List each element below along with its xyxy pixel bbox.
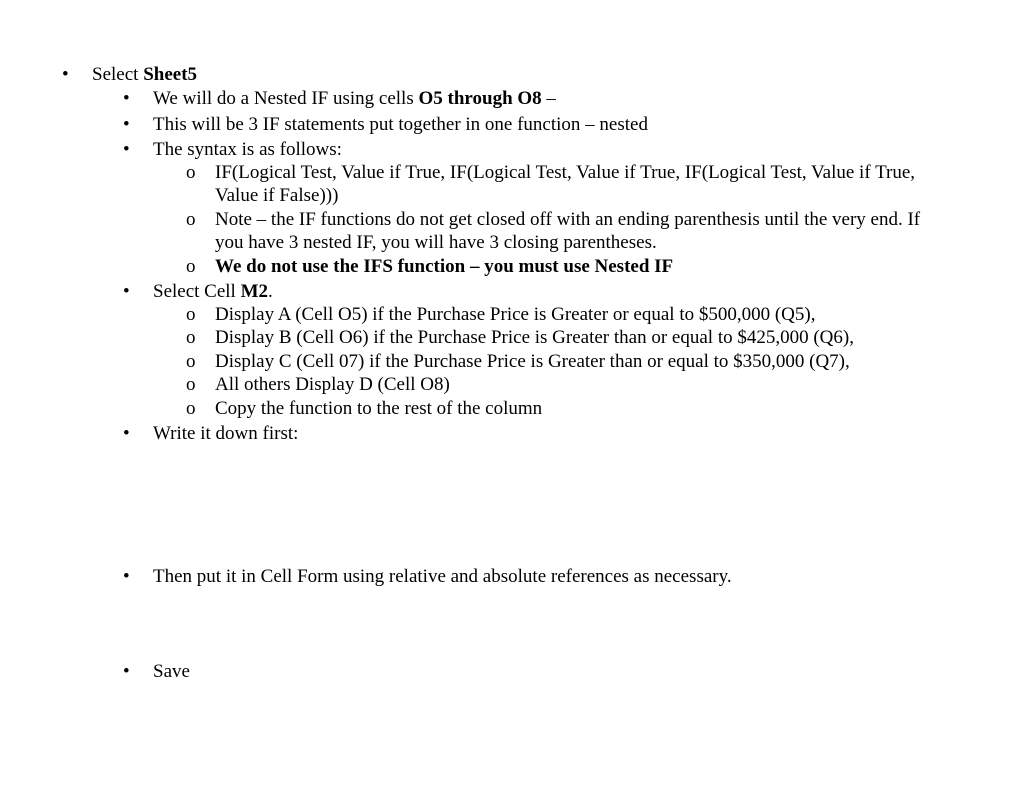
display-a-item: Display A (Cell O5) if the Purchase Price is Greater or equal to $500,000 (Q5),	[215, 304, 816, 325]
three-if-item: This will be 3 IF statements put together in one function – nested	[153, 114, 648, 135]
bullet-icon	[123, 88, 130, 110]
select-cell-item: Select Cell M2.	[153, 281, 273, 302]
cell-form-item: Then put it in Cell Form using relative and absolute references as necessary.	[153, 566, 732, 587]
circle-bullet-icon	[186, 162, 196, 184]
circle-bullet-icon	[186, 256, 196, 278]
bullet-icon	[123, 281, 130, 303]
syntax-item: The syntax is as follows:	[153, 139, 342, 160]
note-line-2: you have 3 nested IF, you will have 3 closing parentheses.	[215, 232, 657, 253]
display-c-item: Display C (Cell 07) if the Purchase Price is Greater than or equal to $350,000 (Q7),	[215, 351, 850, 372]
circle-bullet-icon	[186, 304, 196, 326]
nested-if-item: We will do a Nested IF using cells O5 through O8 –	[153, 88, 556, 109]
circle-bullet-icon	[186, 351, 196, 373]
bullet-icon	[123, 114, 130, 136]
bullet-icon	[123, 423, 130, 445]
save-item: Save	[153, 661, 190, 682]
syntax-line-2: Value if False)))	[215, 185, 339, 206]
write-down-item: Write it down first:	[153, 423, 299, 444]
note-line-1: Note – the IF functions do not get closed off with an ending parenthesis until the very end. If	[215, 209, 921, 230]
select-sheet-item: Select Sheet5	[92, 64, 198, 85]
circle-bullet-icon	[186, 209, 196, 231]
circle-bullet-icon	[186, 398, 196, 420]
circle-bullet-icon	[186, 327, 196, 349]
display-b-item: Display B (Cell O6) if the Purchase Price is Greater than or equal to $425,000 (Q6),	[215, 327, 854, 348]
bullet-icon	[123, 139, 130, 161]
no-ifs-item: We do not use the IFS function – you must use Nested IF	[215, 256, 674, 277]
circle-bullet-icon	[186, 374, 196, 396]
bullet-icon	[123, 566, 130, 588]
copy-function-item: Copy the function to the rest of the column	[215, 398, 543, 419]
bullet-icon	[62, 64, 69, 86]
bullet-icon	[123, 661, 130, 683]
display-d-item: All others Display D (Cell O8)	[215, 374, 450, 395]
syntax-line-1: IF(Logical Test, Value if True, IF(Logical Test, Value if True, IF(Logical Test, Value if True,	[215, 162, 916, 183]
